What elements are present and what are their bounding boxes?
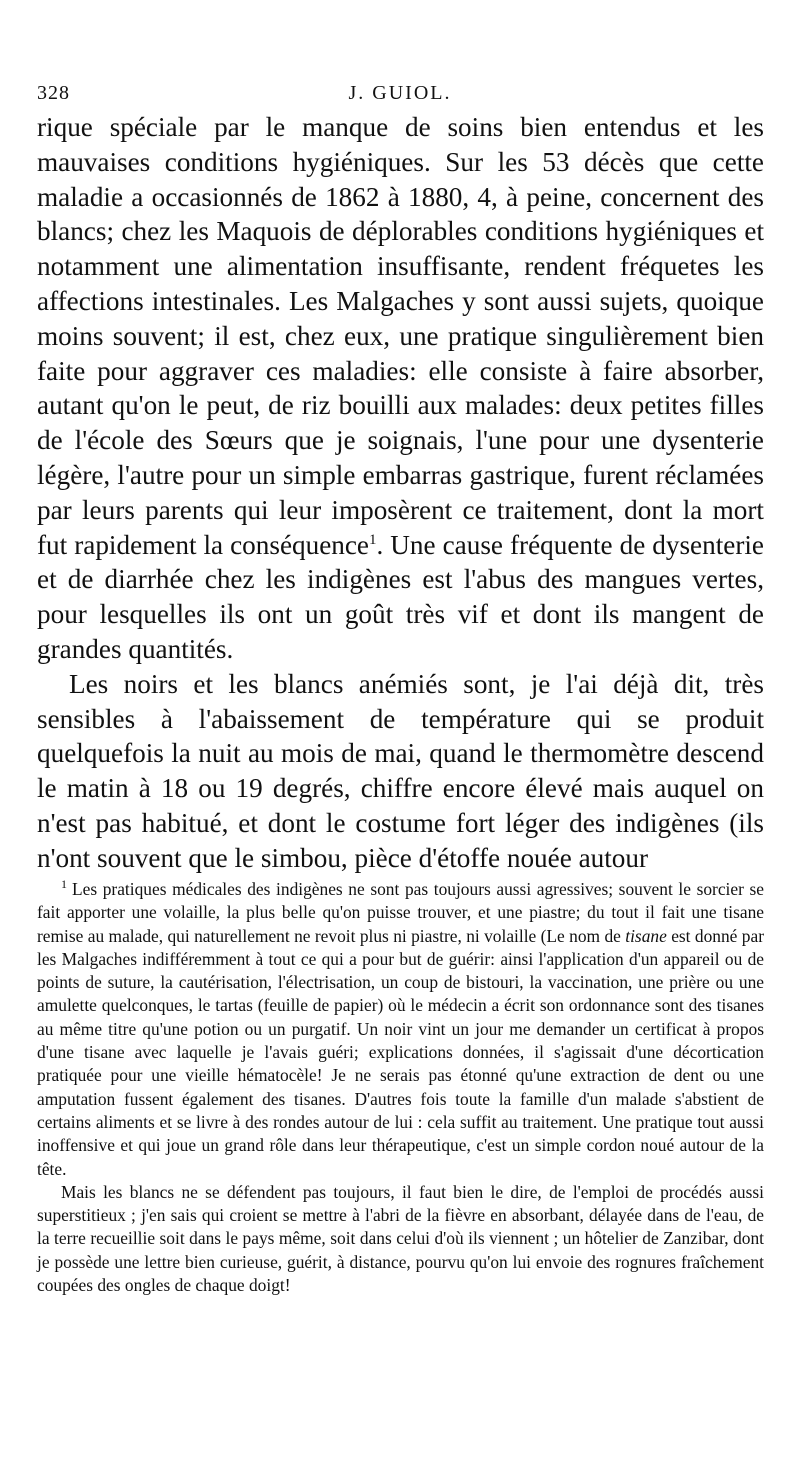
footnote-2: Mais les blancs ne se défendent pas toujours, il faut bien le dire, de l'emploi de procédés aussi superstitieux ; j'en sais qui croient se mettre à l'abri de la fièvre en absorbant, délayée dans de l'eau, de la terre recueillie soit dans le pays même, soit dans celui d'où ils viennent ; un hôtelier de Zanzibar, dont je possède une lettre bien curieuse, guérit, à distance, pourvu qu'on lui envoie des rognures fraîchement coupées des ongles de chaque doigt! (37, 1181, 764, 1296)
paragraph-1-text-b: . Une cause fréquente de dysenterie et de diarrhée chez les indigènes est l'abus des mangues vertes, pour lesquelles ils ont un goût très vif et dont ils mangent de grandes quantités. (37, 529, 764, 664)
paragraph-2: Les noirs et les blancs anémiés sont, je l'ai déjà dit, très sensibles à l'abaissement de température qui se produit quelquefois la nuit au mois de mai, quand le thermomètre descend le matin à 18 ou 19 degrés, chiffre encore élevé mais auquel on n'est pas habitué, et dont le costume fort léger des indigènes (ils n'ont souvent que le simbou, pièce d'étoffe nouée autour (37, 668, 764, 873)
footnote-1 (37, 878, 764, 1181)
main-text (37, 110, 764, 876)
running-title: J. GUIOL. (348, 82, 452, 104)
page-number: 328 (37, 82, 70, 104)
paragraph-1 (37, 110, 764, 667)
footnotes (37, 878, 764, 1297)
footnote-1-text-a: Les pratiques médicales des indigènes ne sont pas toujours aussi agressives; souvent le sorcier se fait apporter une volaille, la plus belle qu'on puisse trouver, et une piastre; du tout il fait une tisane remise au malade, qui naturellement ne revoit plus ni piastre, ni volaille (Le nom de (37, 879, 764, 946)
paragraph-1-text-a: rique spéciale par le manque de soins bien entendus et les mauvaises conditions hygiéniques. Sur les 53 décès que cette maladie a occasionnés de 1862 à 1880, 4, à peine, concernent des blancs; chez les Maquois de déplorables conditions hygiéniques et notamment une alimentation insuffisante, rendent fréquetes les affections intestinales. Les Malgaches y sont aussi sujets, quoique moins souvent; il est, chez eux, une pratique singulièrement bien faite pour aggraver ces maladies: elle consiste à faire absorber, autant qu'on le peut, de riz bouilli aux malades: deux petites filles de l'école des Sœurs que je soignais, l'une pour une dysenterie légère, l'autre pour un simple embarras gastrique, furent réclamées par leurs parents qui leur imposèrent ce traitement, dont la mort fut rapidement la conséquence (37, 112, 764, 560)
footnote-mark: 1 (61, 877, 67, 892)
footnote-1-text-b: est donné par les Malgaches indifféremment à tout ce qui a pour but de guérir: ainsi l'application d'un appareil ou de points de suture, la cautérisation, l'électrisation, un coup de bistouri, la vaccination, une prière ou une amulette quelconques, le tartas (feuille de papier) où le médecin a écrit son ordonnance sont des tisanes au même titre qu'une potion ou un purgatif. Un noir vint un jour me demander un certificat à propos d'une tisane avec laquelle je l'avais guéri; explications données, il s'agissait d'une décortication pratiquée pour une vieille hématocèle! Je ne serais pas étonné qu'une extraction de dent ou une amputation fussent également des tisanes. D'autres fois toute la famille d'un malade s'abstient de certains aliments et se livre à des rondes autour de lui : cela suffit au traitement. Une pratique tout aussi inoffensive et qui joue un grand rôle dans leur thérapeutique, c'est un simple cordon noué autour de la tête. (37, 925, 764, 1179)
footnote-reference: 1 (369, 531, 377, 548)
running-header (37, 82, 763, 110)
footnote-1-italic: tisane (625, 925, 667, 946)
